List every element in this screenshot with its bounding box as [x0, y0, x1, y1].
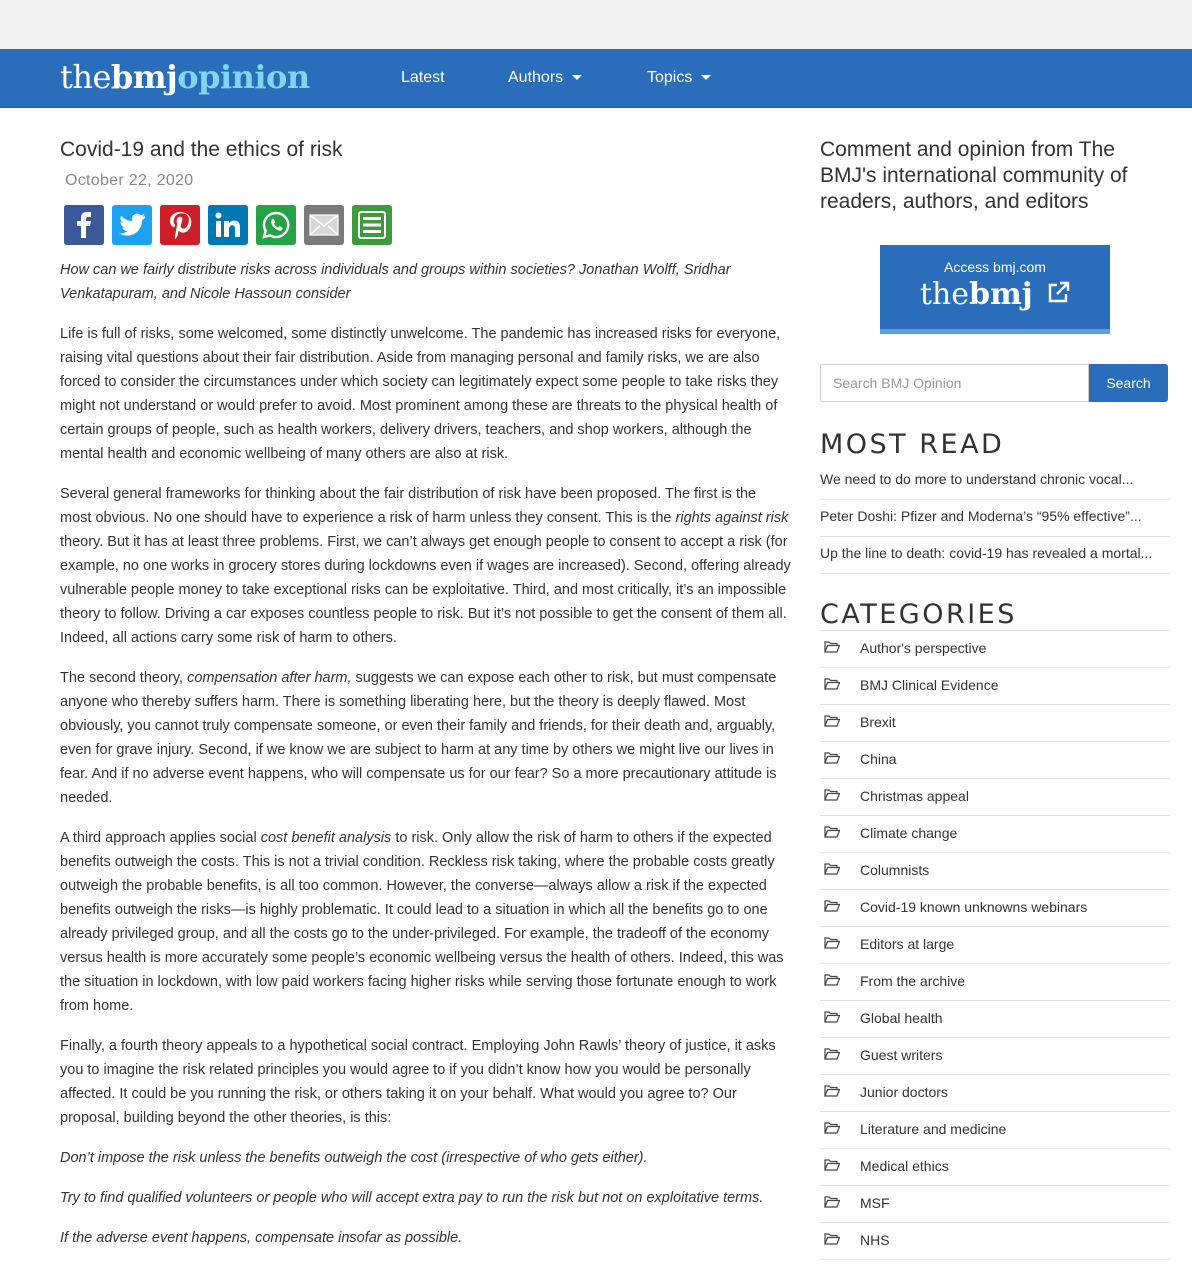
- category-link[interactable]: [820, 742, 1170, 779]
- category-link[interactable]: [820, 1001, 1170, 1038]
- folder-open-icon: [824, 789, 840, 801]
- categories-section: [820, 600, 1170, 1260]
- caret-down-icon: [701, 75, 711, 80]
- share-more-button[interactable]: [352, 205, 392, 245]
- category-label: MSF: [860, 1195, 890, 1211]
- category-label: Editors at large: [860, 936, 955, 952]
- folder-open-icon: [824, 1048, 840, 1060]
- folder-open-icon: [824, 826, 840, 838]
- text-span: Several general frameworks for thinking about the fair distribution of risk have been proposed. The first is the most obvious. No one should have to experience a risk of harm unless they consent. This is the: [60, 486, 757, 526]
- category-link[interactable]: [820, 816, 1170, 853]
- article-date: October 22, 2020: [65, 172, 194, 189]
- access-bmj-button[interactable]: [880, 245, 1110, 334]
- article-paragraph: [60, 666, 791, 810]
- folder-open-icon: [824, 752, 840, 764]
- logo-the: the: [60, 58, 111, 96]
- category-label: Columnists: [860, 862, 930, 878]
- category-link[interactable]: [820, 705, 1170, 742]
- twitter-icon: [118, 213, 146, 237]
- nav-authors-dropdown[interactable]: [508, 68, 582, 88]
- emphasis-text: rights against risk: [675, 510, 789, 526]
- article-lead: How can we fairly distribute risks across individuals and groups within societies? Jonathan Wolff, Sridhar Venkatapuram, and Nicole Hassoun consider: [60, 262, 731, 302]
- most-read-section: [820, 430, 1170, 574]
- category-link[interactable]: [820, 631, 1170, 668]
- text-span: theory. But it has at least three problems. First, we can’t always get enough people to consent to accept a risk (for example, no one works in grocery stores during lockdowns even if wages are increased). Second, offering already vulnerable people money to take exceptional risks can be exploitative. Third, and most critically, it’s an impossible theory to follow. Driving a car exposes countless people to risk. But it’s not possible to get the consent of them all. Indeed, all actions carry some risk of harm to others.: [60, 534, 791, 646]
- folder-open-icon: [824, 1233, 840, 1245]
- article-paragraph: Finally, a fourth theory appeals to a hypothetical social contract. Employing John Rawls’ theory of justice, it asks you to imagine the risk related principles you would agree to if you didn’t know how you would be personally affected. It could be you running the risk, or others taking it on your behalf. What would you agree to? Our proposal, building beyond the other theories, is this:: [60, 1038, 776, 1126]
- folder-open-icon: [824, 863, 840, 875]
- folder-open-icon: [824, 1159, 840, 1171]
- categories-heading: CATEGORIES: [820, 599, 1017, 630]
- category-label: Christmas appeal: [860, 788, 969, 804]
- logo-the: the: [919, 277, 969, 312]
- folder-open-icon: [824, 974, 840, 986]
- article: [60, 137, 791, 191]
- category-label: NHS: [860, 1232, 890, 1248]
- more-options-icon: [358, 211, 386, 239]
- most-read-link[interactable]: We need to do more to understand chronic vocal...: [820, 463, 1170, 500]
- folder-open-icon: [824, 1122, 840, 1134]
- category-label: Climate change: [860, 825, 958, 841]
- facebook-icon: [73, 211, 95, 239]
- share-twitter-button[interactable]: [112, 205, 152, 245]
- text-span: A third approach applies social: [60, 830, 261, 846]
- logo-opinion: opinion: [177, 58, 310, 96]
- article-proposal-item: Try to find qualified volunteers or people who will accept extra pay to run the risk but not on exploitative terms.: [60, 1190, 764, 1206]
- article-paragraph: [60, 482, 791, 650]
- category-label: From the archive: [860, 973, 966, 989]
- nav-latest[interactable]: [401, 68, 445, 88]
- external-link-icon: [1046, 281, 1070, 305]
- share-email-button[interactable]: [304, 205, 344, 245]
- most-read-link[interactable]: Up the line to death: covid-19 has revealed a mortal...: [820, 537, 1170, 574]
- nav-topics-label: Topics: [647, 69, 693, 86]
- text-span: The second theory,: [60, 670, 188, 686]
- folder-open-icon: [824, 937, 840, 949]
- category-label: Brexit: [860, 714, 896, 730]
- category-link[interactable]: [820, 779, 1170, 816]
- category-label: Junior doctors: [860, 1084, 948, 1100]
- category-label: Guest writers: [860, 1047, 943, 1063]
- share-linkedin-button[interactable]: [208, 205, 248, 245]
- bmj-opinion-logo[interactable]: [60, 59, 310, 95]
- nav-latest-label: Latest: [401, 69, 445, 86]
- category-link[interactable]: [820, 1223, 1170, 1260]
- search-form: [820, 364, 1168, 402]
- article-proposal-item: Don’t impose the risk unless the benefits outweigh the cost (irrespective of who gets either).: [60, 1150, 648, 1166]
- text-span: suggests we can expose each other to risk, but must compensate anyone who thereby suffers harm. There is something liberating here, but the theory is deeply flawed. Most obviously, you cannot truly compensate someone, or even their family and friends, for their death and, arguably, even for grave injury. Second, if we know we are subject to harm at any time by others we might live our lives in fear. And if no adverse event happens, who will compensate us for our fear? So a more precautionary attitude is needed.: [60, 670, 777, 806]
- article-proposal-item: If the adverse event happens, compensate insofar as possible.: [60, 1230, 463, 1246]
- caret-down-icon: [572, 75, 582, 80]
- folder-open-icon: [824, 641, 840, 653]
- share-pinterest-button[interactable]: [160, 205, 200, 245]
- emphasis-text: cost benefit analysis: [260, 830, 392, 846]
- folder-open-icon: [824, 1085, 840, 1097]
- search-button[interactable]: Search: [1089, 364, 1168, 402]
- category-label: Author's perspective: [860, 640, 987, 656]
- article-title: Covid-19 and the ethics of risk: [60, 138, 343, 161]
- logo-bmj: bmj: [110, 58, 178, 96]
- browser-top-strip: [0, 0, 1192, 49]
- nav-authors-label: Authors: [508, 69, 564, 86]
- sidebar: [820, 137, 1170, 1248]
- text-span: to risk. Only allow the risk of harm to others if the expected benefits outweigh the costs. This is not a trivial condition. Reckless risk taking, where the probable costs greatly outweigh the probable benefits, is all too common. However, the converse—always allow a risk if the expected benefits outweigh the risks—is highly problematic. It could lead to a situation in which all the benefits go to one already privileged group, and all the costs go to the under-privileged. For example, the tradeoff of the economy versus health is more accurately some people’s economic wellbeing versus the health of others. Indeed, this was the situation in lockdown, with low paid workers facing higher risks while serving those fortunate enough to work from home.: [60, 830, 784, 1014]
- category-link[interactable]: [820, 1149, 1170, 1186]
- category-label: BMJ Clinical Evidence: [860, 677, 999, 693]
- emphasis-text: compensation after harm,: [187, 670, 352, 686]
- category-link[interactable]: [820, 964, 1170, 1001]
- nav-topics-dropdown[interactable]: [647, 68, 711, 88]
- article-paragraph: Life is full of risks, some welcomed, some distinctly unwelcome. The pandemic has increased risks for everyone, raising vital questions about their fair distribution. Aside from managing personal and family risks, we are also forced to consider the circumstances under which society can legitimately expect some people to take risks they might not understand or would prefer to avoid. Most prominent among these are threats to the physical health of certain groups of people, such as health workers, delivery drivers, teachers, and shop workers, although the mental health and economic wellbeing of many others are also at risk.: [60, 326, 781, 462]
- folder-open-icon: [824, 900, 840, 912]
- category-label: Global health: [860, 1010, 943, 1026]
- site-navbar: [0, 49, 1192, 108]
- folder-open-icon: [824, 1011, 840, 1023]
- category-link[interactable]: [820, 1075, 1170, 1112]
- pinterest-icon: [168, 211, 192, 239]
- category-link[interactable]: [820, 1186, 1170, 1223]
- access-bmj-label: Access bmj.com: [944, 259, 1046, 275]
- category-link[interactable]: [820, 853, 1170, 890]
- logo-bmj: bmj: [969, 277, 1033, 312]
- category-link[interactable]: [820, 1112, 1170, 1149]
- category-label: Covid-19 known unknowns webinars: [860, 899, 1088, 915]
- category-label: Literature and medicine: [860, 1121, 1007, 1137]
- search-input[interactable]: [820, 364, 1089, 402]
- categories-list: [820, 630, 1170, 1260]
- most-read-list: [820, 463, 1170, 574]
- linkedin-icon: [215, 212, 241, 238]
- folder-open-icon: [824, 1196, 840, 1208]
- whatsapp-icon: [262, 211, 290, 239]
- most-read-heading: MOST READ: [820, 429, 1005, 460]
- article-paragraph: [60, 826, 791, 1018]
- category-link[interactable]: [820, 668, 1170, 705]
- article-body: [60, 322, 791, 1266]
- category-link[interactable]: [820, 890, 1170, 927]
- category-link[interactable]: [820, 1038, 1170, 1075]
- thebmj-logo: [880, 277, 1110, 313]
- category-link[interactable]: [820, 927, 1170, 964]
- sidebar-heading: Comment and opinion from The BMJ's international community of readers, authors, and editors: [820, 138, 1128, 213]
- share-facebook-button[interactable]: [64, 205, 104, 245]
- email-icon: [309, 214, 339, 236]
- category-label: Medical ethics: [860, 1158, 949, 1174]
- folder-open-icon: [824, 715, 840, 727]
- category-label: China: [860, 751, 897, 767]
- share-whatsapp-button[interactable]: [256, 205, 296, 245]
- most-read-link[interactable]: Peter Doshi: Pfizer and Moderna’s “95% effective”...: [820, 500, 1170, 537]
- folder-open-icon: [824, 678, 840, 690]
